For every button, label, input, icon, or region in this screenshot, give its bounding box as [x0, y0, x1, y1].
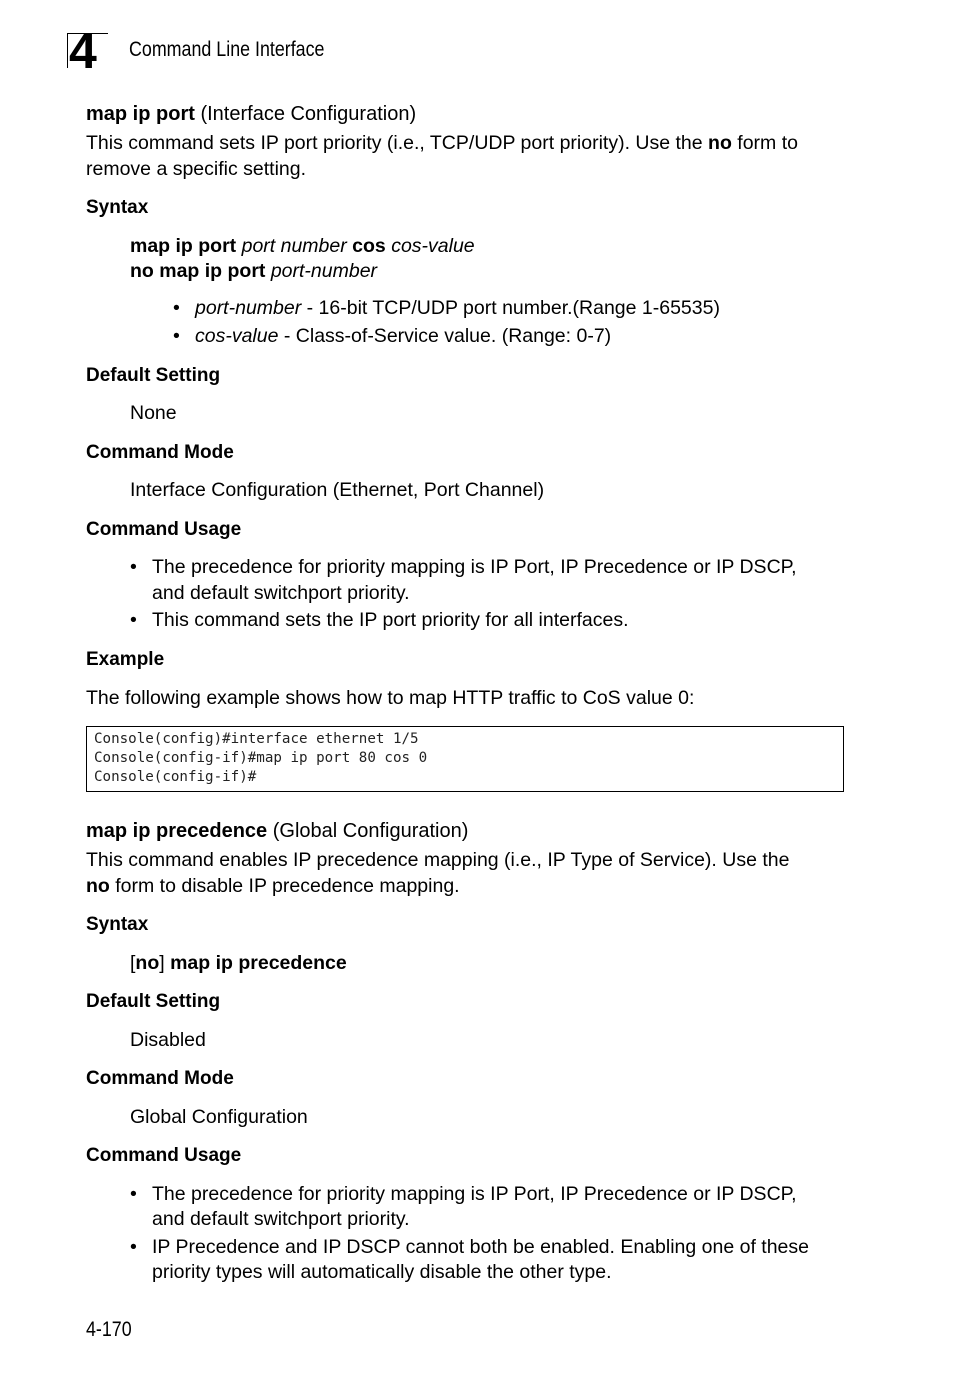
- description-line-2: [86, 873, 460, 899]
- param-desc: - 16-bit TCP/UDP port number.(Range 1-65535): [301, 297, 720, 319]
- desc-keyword: no: [86, 875, 110, 897]
- syntax-param: port number: [241, 235, 347, 257]
- command-name: map ip port: [86, 103, 195, 125]
- chapter-number: 4: [69, 23, 97, 79]
- usage-line: The precedence for priority mapping is IP Port, IP Precedence or IP DSCP,: [152, 556, 797, 578]
- bullet-marker: •: [130, 1236, 137, 1258]
- syntax-heading: Syntax: [86, 914, 149, 935]
- param-item: [195, 295, 720, 321]
- command-mode-value: Interface Configuration (Ethernet, Port Channel): [130, 479, 545, 501]
- example-heading: Example: [86, 649, 165, 670]
- usage-line: priority types will automatically disable the other type.: [152, 1261, 612, 1283]
- description-line-2: remove a specific setting.: [86, 158, 307, 180]
- bullet-marker: •: [130, 556, 137, 578]
- command-name: map ip precedence: [86, 820, 268, 842]
- code-example-box: [86, 726, 844, 792]
- bullet-marker: •: [130, 1183, 137, 1205]
- syntax-keyword: no: [135, 952, 160, 974]
- code-line: Console(config)#interface ethernet 1/5: [94, 731, 419, 747]
- param-item: [195, 323, 611, 349]
- param-desc: - Class-of-Service value. (Range: 0-7): [278, 325, 612, 347]
- command-mode-label: (Interface Configuration): [200, 103, 417, 125]
- command-mode-heading: Command Mode: [86, 1068, 234, 1089]
- usage-line: This command sets the IP port priority for all interfaces.: [152, 609, 629, 631]
- running-header-title: Command Line Interface: [129, 38, 325, 61]
- syntax-param: cos-value: [391, 235, 475, 257]
- description-line-1: [86, 130, 798, 156]
- bracket: [: [130, 952, 136, 974]
- syntax-keyword: map ip port: [130, 235, 237, 257]
- command-usage-heading: Command Usage: [86, 1145, 242, 1166]
- command-mode-value: Global Configuration: [130, 1106, 308, 1128]
- syntax-line-2: [130, 258, 377, 284]
- command-usage-heading: Command Usage: [86, 519, 242, 540]
- default-setting-value: Disabled: [130, 1029, 206, 1051]
- command-mode-label: (Global Configuration): [272, 820, 469, 842]
- code-line: Console(config-if)#: [94, 769, 257, 785]
- syntax-heading: Syntax: [86, 197, 149, 218]
- default-setting-heading: Default Setting: [86, 991, 221, 1012]
- section-title-map-ip-precedence: [86, 820, 468, 843]
- desc-keyword: no: [708, 132, 732, 154]
- syntax-line-1: [130, 233, 475, 259]
- syntax-keyword: no map ip port: [130, 260, 266, 282]
- bullet-marker: •: [130, 609, 137, 631]
- desc-text: form to: [731, 132, 798, 154]
- page-number: 4-170: [86, 1318, 132, 1341]
- bullet-marker: •: [173, 297, 180, 319]
- default-setting-value: None: [130, 402, 177, 424]
- usage-line: and default switchport priority.: [152, 582, 410, 604]
- usage-line: and default switchport priority.: [152, 1208, 410, 1230]
- description-line-1: This command enables IP precedence mapping (i.e., IP Type of Service). Use the: [86, 849, 790, 871]
- desc-text: form to disable IP precedence mapping.: [109, 875, 460, 897]
- command-mode-heading: Command Mode: [86, 442, 234, 463]
- desc-text: This command sets IP port priority (i.e., TCP/UDP port priority). Use the: [86, 132, 709, 154]
- syntax-keyword: cos: [352, 235, 386, 257]
- example-text: The following example shows how to map HTTP traffic to CoS value 0:: [86, 687, 695, 709]
- section-title-map-ip-port: [86, 103, 416, 126]
- code-line: Console(config-if)#map ip port 80 cos 0: [94, 750, 428, 766]
- syntax-keyword: map ip precedence: [164, 952, 347, 974]
- bullet-marker: •: [173, 325, 180, 347]
- param-name: port-number: [195, 297, 302, 319]
- default-setting-heading: Default Setting: [86, 365, 221, 386]
- usage-line: The precedence for priority mapping is IP Port, IP Precedence or IP DSCP,: [152, 1183, 797, 1205]
- usage-line: IP Precedence and IP DSCP cannot both be enabled. Enabling one of these: [152, 1236, 809, 1258]
- param-name: cos-value: [195, 325, 279, 347]
- syntax-param: port-number: [270, 260, 378, 282]
- syntax-line: [130, 950, 347, 976]
- bracket: ]: [159, 952, 165, 974]
